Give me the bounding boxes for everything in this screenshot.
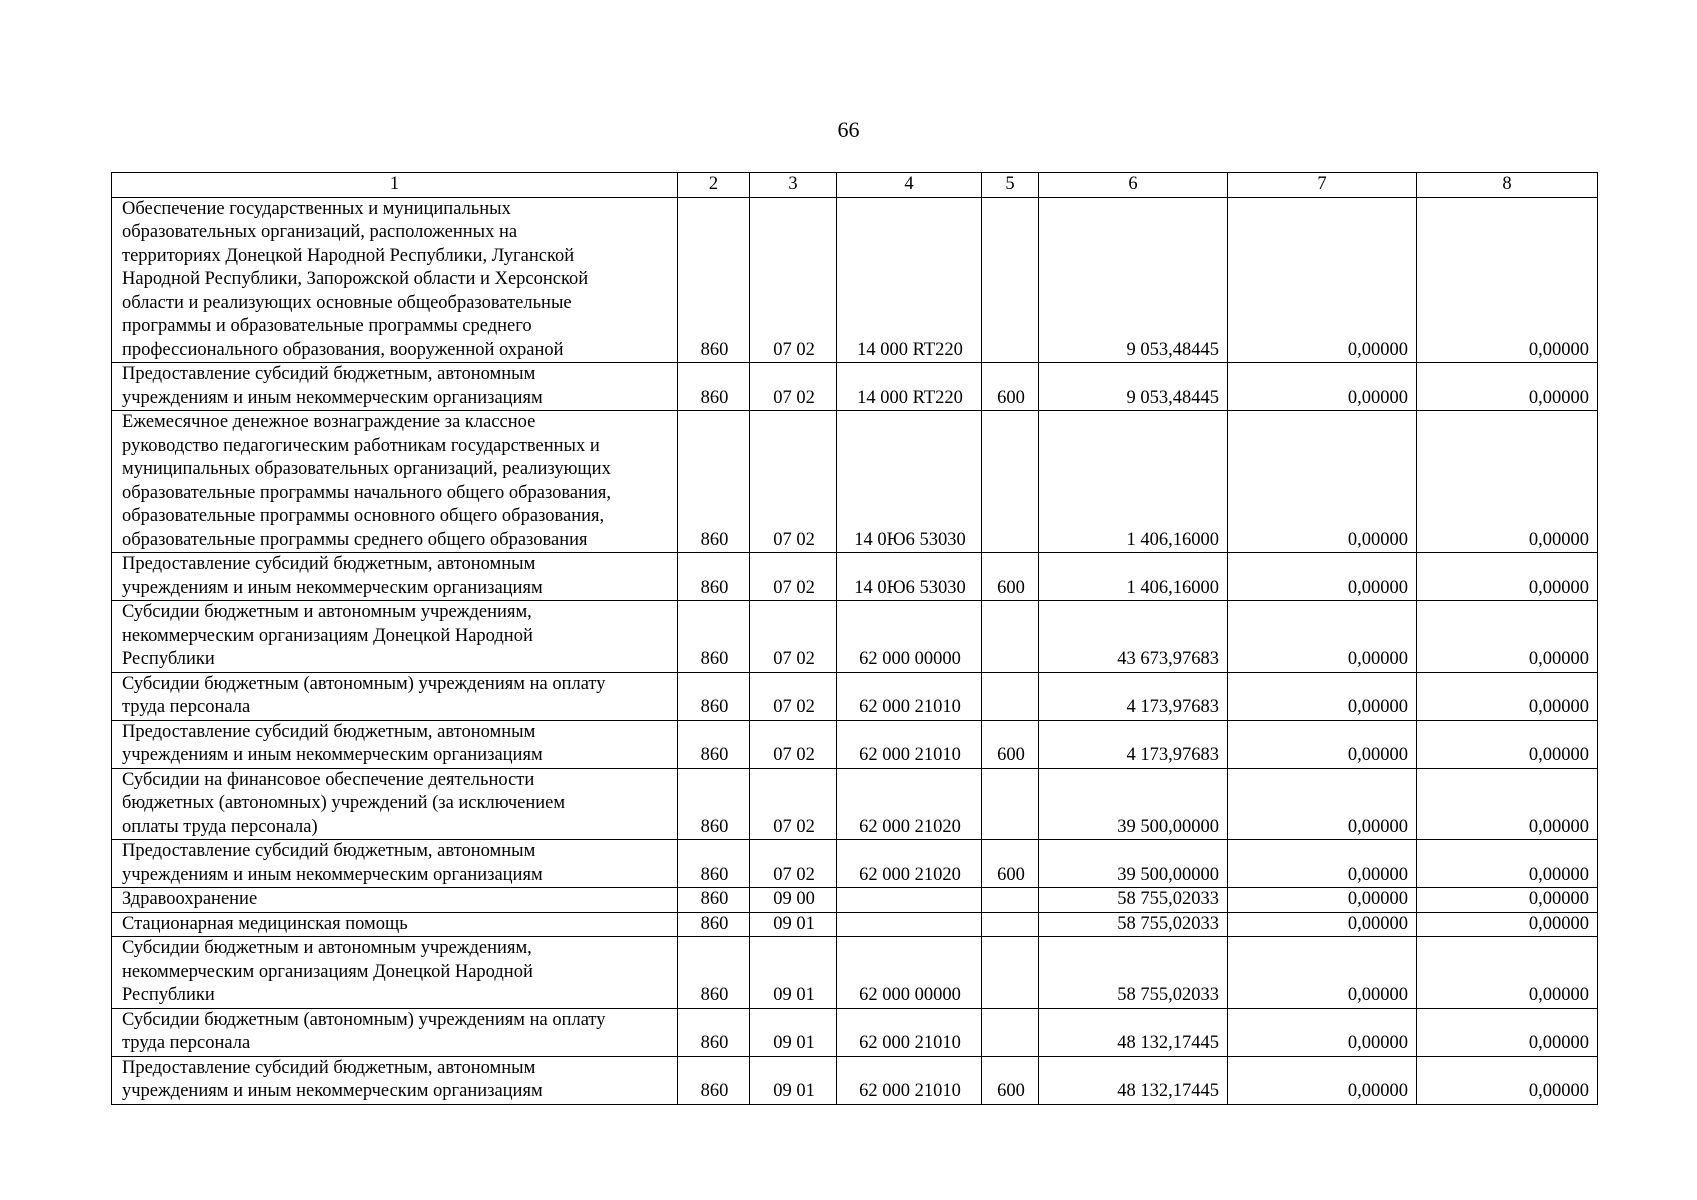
amount-col8-cell: 0,00000 [1417, 1008, 1598, 1056]
amount-col8-cell: 0,00000 [1417, 937, 1598, 1009]
section-code-cell: 07 02 [750, 601, 837, 673]
section-code-cell: 07 02 [750, 553, 837, 601]
amount-col6-cell: 1 406,16000 [1039, 553, 1228, 601]
amount-col6-cell: 9 053,48445 [1039, 363, 1228, 411]
target-article-cell: 62 000 21020 [837, 768, 982, 840]
section-code-cell: 07 02 [750, 672, 837, 720]
target-article-cell [837, 888, 982, 913]
table-row [112, 1008, 1598, 1056]
target-article-cell: 14 000 RT220 [837, 197, 982, 363]
grbs-code-cell: 860 [678, 1056, 750, 1104]
expenditure-name-cell: Ежемесячное денежное вознаграждение за классное руководство педагогическим работникам государственных и муниципальных образовательных организаций, реализующих образовательные программы начального общего образования, образовательные программы основного общего образования, образовательные программы среднего общего образования [112, 411, 678, 553]
expenditure-name-cell: Субсидии на финансовое обеспечение деятельности бюджетных (автономных) учреждений (за исключением оплаты труда персонала) [112, 768, 678, 840]
column-header: 5 [982, 173, 1039, 198]
table-row [112, 937, 1598, 1009]
table-row [112, 768, 1598, 840]
expense-type-cell [982, 197, 1039, 363]
amount-col7-cell: 0,00000 [1228, 840, 1417, 888]
target-article-cell: 62 000 00000 [837, 937, 982, 1009]
amount-col8-cell: 0,00000 [1417, 840, 1598, 888]
amount-col6-cell: 4 173,97683 [1039, 672, 1228, 720]
expense-type-cell [982, 672, 1039, 720]
expense-type-cell: 600 [982, 720, 1039, 768]
amount-col8-cell: 0,00000 [1417, 197, 1598, 363]
grbs-code-cell: 860 [678, 720, 750, 768]
expenditure-name-cell: Предоставление субсидий бюджетным, автономным учреждениям и иным некоммерческим организациям [112, 363, 678, 411]
amount-col7-cell: 0,00000 [1228, 553, 1417, 601]
expense-type-cell [982, 1008, 1039, 1056]
target-article-cell: 14 0Ю6 53030 [837, 411, 982, 553]
grbs-code-cell: 860 [678, 672, 750, 720]
expense-type-cell: 600 [982, 363, 1039, 411]
section-code-cell: 09 01 [750, 912, 837, 937]
target-article-cell: 62 000 21020 [837, 840, 982, 888]
amount-col7-cell: 0,00000 [1228, 601, 1417, 673]
amount-col8-cell: 0,00000 [1417, 1056, 1598, 1104]
amount-col7-cell: 0,00000 [1228, 411, 1417, 553]
amount-col7-cell: 0,00000 [1228, 768, 1417, 840]
amount-col6-cell: 43 673,97683 [1039, 601, 1228, 673]
amount-col6-cell: 58 755,02033 [1039, 888, 1228, 913]
table-row [112, 197, 1598, 363]
expenditure-name-cell: Предоставление субсидий бюджетным, автономным учреждениям и иным некоммерческим организациям [112, 720, 678, 768]
table-row [112, 912, 1598, 937]
target-article-cell: 62 000 21010 [837, 720, 982, 768]
amount-col7-cell: 0,00000 [1228, 912, 1417, 937]
section-code-cell: 07 02 [750, 840, 837, 888]
target-article-cell [837, 912, 982, 937]
amount-col7-cell: 0,00000 [1228, 720, 1417, 768]
table-row [112, 601, 1598, 673]
column-header: 3 [750, 173, 837, 198]
target-article-cell: 62 000 21010 [837, 1008, 982, 1056]
amount-col7-cell: 0,00000 [1228, 197, 1417, 363]
column-number-header-row [112, 173, 1598, 198]
target-article-cell: 14 000 RT220 [837, 363, 982, 411]
section-code-cell: 07 02 [750, 768, 837, 840]
column-header: 7 [1228, 173, 1417, 198]
column-header: 2 [678, 173, 750, 198]
amount-col8-cell: 0,00000 [1417, 912, 1598, 937]
expense-type-cell [982, 411, 1039, 553]
column-header: 1 [112, 173, 678, 198]
section-code-cell: 09 01 [750, 937, 837, 1009]
amount-col6-cell: 39 500,00000 [1039, 768, 1228, 840]
section-code-cell: 09 00 [750, 888, 837, 913]
amount-col8-cell: 0,00000 [1417, 672, 1598, 720]
expense-type-cell: 600 [982, 840, 1039, 888]
target-article-cell: 62 000 21010 [837, 672, 982, 720]
section-code-cell: 09 01 [750, 1008, 837, 1056]
expenditure-name-cell: Предоставление субсидий бюджетным, автономным учреждениям и иным некоммерческим организациям [112, 1056, 678, 1104]
amount-col8-cell: 0,00000 [1417, 553, 1598, 601]
amount-col7-cell: 0,00000 [1228, 672, 1417, 720]
table-body [112, 173, 1598, 1105]
table-row [112, 1056, 1598, 1104]
expenditure-name-cell: Предоставление субсидий бюджетным, автономным учреждениям и иным некоммерческим организациям [112, 553, 678, 601]
expenditure-name-cell: Субсидии бюджетным и автономным учреждениям, некоммерческим организациям Донецкой Народной Республики [112, 601, 678, 673]
amount-col6-cell: 9 053,48445 [1039, 197, 1228, 363]
section-code-cell: 07 02 [750, 363, 837, 411]
grbs-code-cell: 860 [678, 553, 750, 601]
amount-col8-cell: 0,00000 [1417, 411, 1598, 553]
grbs-code-cell: 860 [678, 888, 750, 913]
section-code-cell: 07 02 [750, 411, 837, 553]
amount-col7-cell: 0,00000 [1228, 363, 1417, 411]
section-code-cell: 09 01 [750, 1056, 837, 1104]
expense-type-cell [982, 912, 1039, 937]
expenditure-name-cell: Обеспечение государственных и муниципальных образовательных организаций, расположенных на территориях Донецкой Народной Республики, Луганской Народной Республики, Запорожской области и Херсонской области и реализующих основные общеобразовательные программы и образовательные программы среднего профессионального образования, вооруженной охраной [112, 197, 678, 363]
column-header: 6 [1039, 173, 1228, 198]
grbs-code-cell: 860 [678, 937, 750, 1009]
expense-type-cell: 600 [982, 553, 1039, 601]
expense-type-cell: 600 [982, 1056, 1039, 1104]
grbs-code-cell: 860 [678, 1008, 750, 1056]
table-row [112, 672, 1598, 720]
grbs-code-cell: 860 [678, 840, 750, 888]
amount-col6-cell: 58 755,02033 [1039, 937, 1228, 1009]
column-header: 8 [1417, 173, 1598, 198]
amount-col8-cell: 0,00000 [1417, 888, 1598, 913]
amount-col6-cell: 48 132,17445 [1039, 1008, 1228, 1056]
amount-col8-cell: 0,00000 [1417, 363, 1598, 411]
amount-col6-cell: 39 500,00000 [1039, 840, 1228, 888]
table-row [112, 363, 1598, 411]
expenditure-name-cell: Здравоохранение [112, 888, 678, 913]
expenditure-name-cell: Стационарная медицинская помощь [112, 912, 678, 937]
amount-col8-cell: 0,00000 [1417, 720, 1598, 768]
table-row [112, 720, 1598, 768]
amount-col6-cell: 1 406,16000 [1039, 411, 1228, 553]
grbs-code-cell: 860 [678, 912, 750, 937]
grbs-code-cell: 860 [678, 411, 750, 553]
target-article-cell: 62 000 00000 [837, 601, 982, 673]
column-header: 4 [837, 173, 982, 198]
expenditure-name-cell: Субсидии бюджетным (автономным) учреждениям на оплату труда персонала [112, 672, 678, 720]
table-row [112, 840, 1598, 888]
expense-type-cell [982, 601, 1039, 673]
expenditure-name-cell: Субсидии бюджетным и автономным учреждениям, некоммерческим организациям Донецкой Народной Республики [112, 937, 678, 1009]
amount-col6-cell: 4 173,97683 [1039, 720, 1228, 768]
target-article-cell: 14 0Ю6 53030 [837, 553, 982, 601]
section-code-cell: 07 02 [750, 197, 837, 363]
grbs-code-cell: 860 [678, 768, 750, 840]
amount-col7-cell: 0,00000 [1228, 937, 1417, 1009]
page-number: 66 [837, 117, 860, 142]
amount-col8-cell: 0,00000 [1417, 601, 1598, 673]
amount-col8-cell: 0,00000 [1417, 768, 1598, 840]
amount-col7-cell: 0,00000 [1228, 1008, 1417, 1056]
amount-col6-cell: 48 132,17445 [1039, 1056, 1228, 1104]
expense-type-cell [982, 888, 1039, 913]
section-code-cell: 07 02 [750, 720, 837, 768]
amount-col6-cell: 58 755,02033 [1039, 912, 1228, 937]
expenditure-name-cell: Субсидии бюджетным (автономным) учреждениям на оплату труда персонала [112, 1008, 678, 1056]
grbs-code-cell: 860 [678, 601, 750, 673]
amount-col7-cell: 0,00000 [1228, 1056, 1417, 1104]
budget-table [111, 172, 1598, 1105]
expenditure-name-cell: Предоставление субсидий бюджетным, автономным учреждениям и иным некоммерческим организациям [112, 840, 678, 888]
table-row [112, 888, 1598, 913]
expense-type-cell [982, 768, 1039, 840]
target-article-cell: 62 000 21010 [837, 1056, 982, 1104]
grbs-code-cell: 860 [678, 197, 750, 363]
table-row [112, 553, 1598, 601]
amount-col7-cell: 0,00000 [1228, 888, 1417, 913]
grbs-code-cell: 860 [678, 363, 750, 411]
expense-type-cell [982, 937, 1039, 1009]
table-row [112, 411, 1598, 553]
